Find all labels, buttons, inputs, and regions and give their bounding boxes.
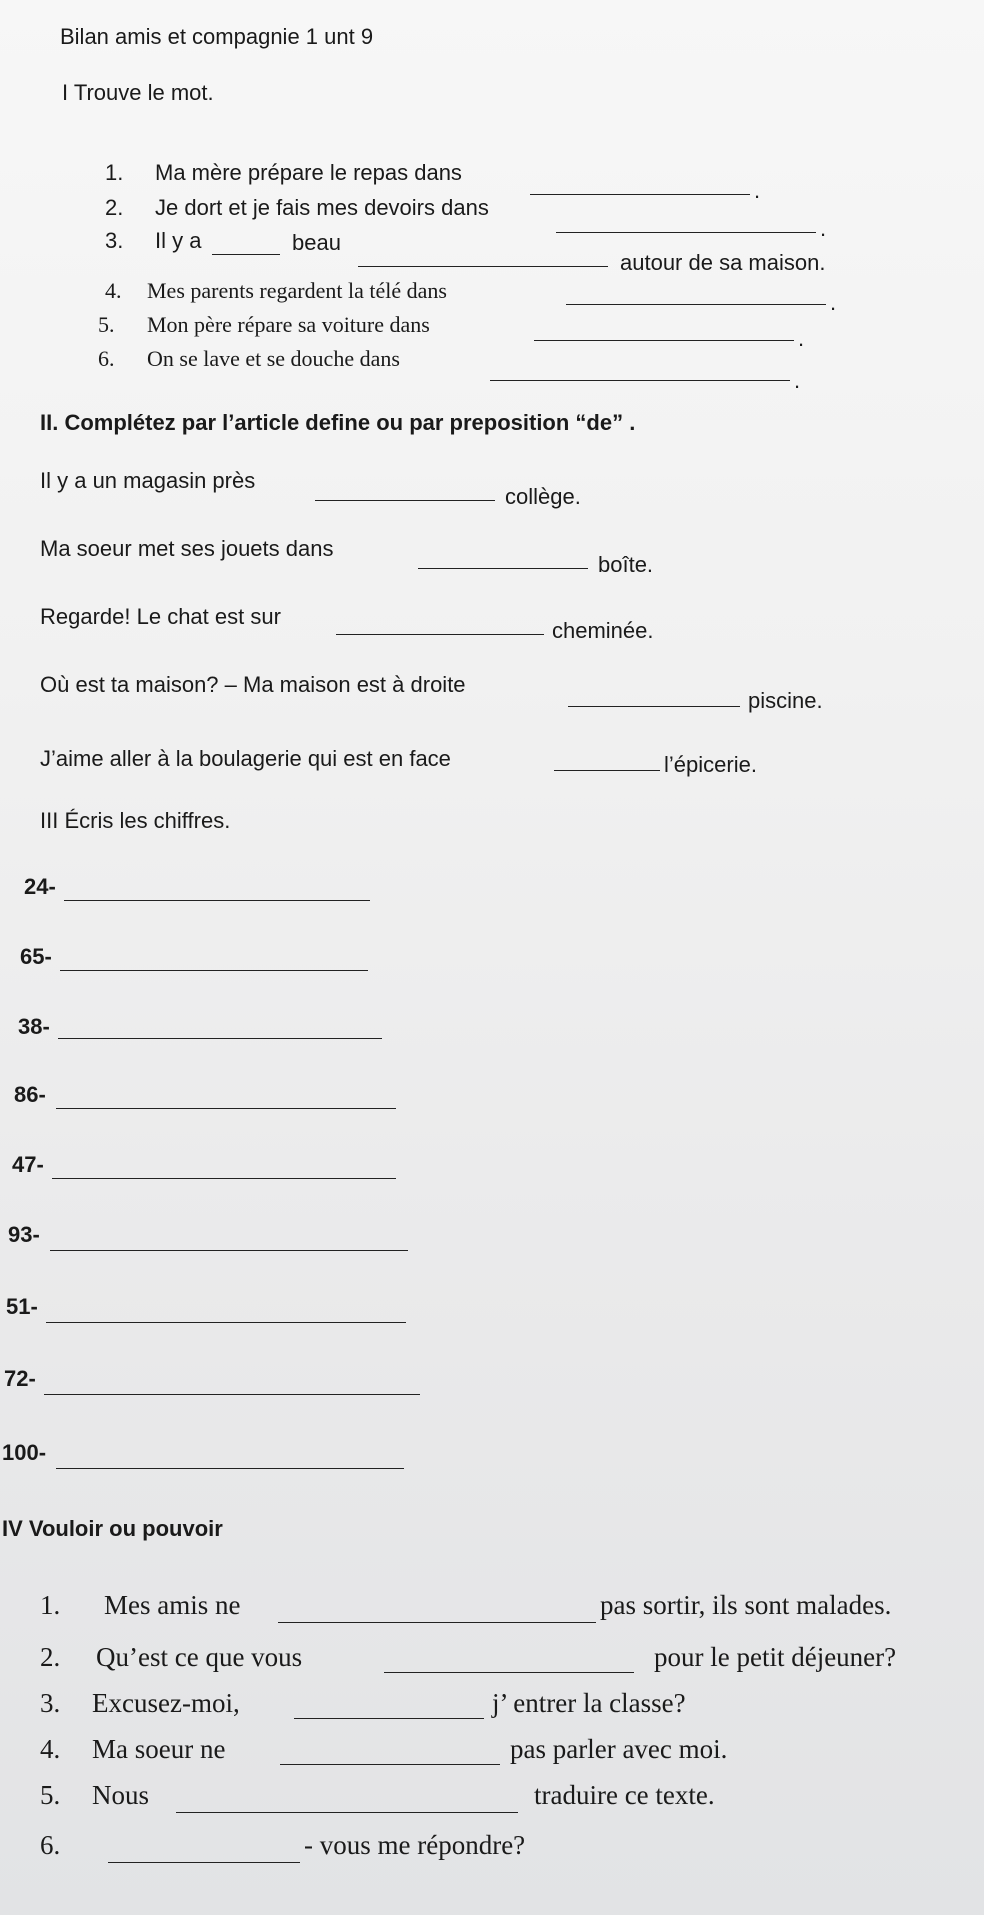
s1-item4-blank[interactable] bbox=[566, 304, 826, 305]
s4-item4-after: pas parler avec moi. bbox=[510, 1734, 728, 1764]
s1-item2-end: . bbox=[820, 216, 827, 241]
s1-item6-blank[interactable] bbox=[490, 380, 790, 381]
s4-item3-after: j’ entrer la classe? bbox=[492, 1688, 686, 1718]
s4-item1-blank[interactable] bbox=[278, 1622, 596, 1623]
s3-number-86: 86- bbox=[14, 1082, 46, 1107]
s4-item5-after: traduire ce texte. bbox=[534, 1780, 715, 1810]
s3-number-93: 93- bbox=[8, 1222, 40, 1247]
s3-blank-86[interactable] bbox=[56, 1108, 396, 1109]
s4-item2-number: 2. bbox=[40, 1642, 61, 1672]
s4-item1-after: pas sortir, ils sont malades. bbox=[600, 1590, 892, 1620]
s2-item3-before: Regarde! Le chat est sur bbox=[40, 604, 281, 629]
s3-blank-51[interactable] bbox=[46, 1322, 406, 1323]
s4-item2-before: Qu’est ce que vous bbox=[96, 1642, 303, 1672]
s1-item2-number: 2. bbox=[105, 195, 124, 220]
section-4-heading: IV Vouloir ou pouvoir bbox=[2, 1516, 223, 1541]
s3-number-38: 38- bbox=[18, 1014, 50, 1039]
s2-item2-before: Ma soeur met ses jouets dans bbox=[40, 536, 334, 561]
s2-item3-after: cheminée. bbox=[552, 618, 654, 643]
s2-item2-blank[interactable] bbox=[418, 568, 588, 569]
s3-number-100: 100- bbox=[2, 1440, 47, 1465]
s1-item2-text: Je dort et je fais mes devoirs dans bbox=[155, 195, 489, 220]
s1-item4-end: . bbox=[830, 290, 837, 315]
s3-blank-24[interactable] bbox=[64, 900, 370, 901]
s4-item3-before: Excusez-moi, bbox=[92, 1688, 240, 1718]
s1-item3-number: 3. bbox=[105, 228, 124, 253]
s3-number-47: 47- bbox=[12, 1152, 44, 1177]
s4-item6-blank[interactable] bbox=[108, 1862, 300, 1863]
s4-item6-number: 6. bbox=[40, 1830, 61, 1860]
s1-item6-number: 6. bbox=[98, 346, 115, 371]
s2-item1-before: Il y a un magasin près bbox=[40, 468, 256, 493]
s4-item3-number: 3. bbox=[40, 1688, 61, 1718]
s3-number-65: 65- bbox=[20, 944, 52, 969]
s4-item3-blank[interactable] bbox=[294, 1718, 484, 1719]
s3-number-24: 24- bbox=[24, 874, 56, 899]
s2-item3-blank[interactable] bbox=[336, 634, 544, 635]
section-3-heading: III Écris les chiffres. bbox=[40, 808, 231, 833]
s1-item1-text: Ma mère prépare le repas dans bbox=[155, 160, 462, 185]
section-2-heading: II. Complétez par l’article define ou par preposition “de” . bbox=[40, 410, 636, 435]
s1-item5-blank[interactable] bbox=[534, 340, 794, 341]
s1-item1-number: 1. bbox=[105, 160, 124, 185]
s1-item3-blank-2[interactable] bbox=[358, 266, 608, 267]
s3-number-72: 72- bbox=[4, 1366, 36, 1391]
s1-item5-text: Mon père répare sa voiture dans bbox=[147, 312, 430, 337]
s2-item5-blank[interactable] bbox=[554, 770, 660, 771]
s4-item4-before: Ma soeur ne bbox=[92, 1734, 226, 1764]
s3-blank-100[interactable] bbox=[56, 1468, 404, 1469]
s1-item5-end: . bbox=[798, 326, 805, 351]
s2-item1-after: collège. bbox=[505, 484, 581, 509]
s1-item6-end: . bbox=[794, 368, 801, 393]
s1-item6-text: On se lave et se douche dans bbox=[147, 346, 400, 371]
s2-item4-after: piscine. bbox=[748, 688, 823, 713]
s1-item3-mid: beau bbox=[292, 230, 341, 255]
s1-item5-number: 5. bbox=[98, 312, 115, 337]
s4-item5-blank[interactable] bbox=[176, 1812, 518, 1813]
s3-blank-93[interactable] bbox=[50, 1250, 408, 1251]
s2-item5-before: J’aime aller à la boulagerie qui est en face bbox=[40, 746, 451, 771]
s2-item2-after: boîte. bbox=[598, 552, 654, 577]
s1-item4-number: 4. bbox=[105, 278, 122, 303]
s4-item5-number: 5. bbox=[40, 1780, 61, 1810]
s3-blank-47[interactable] bbox=[52, 1178, 396, 1179]
s2-item1-blank[interactable] bbox=[315, 500, 495, 501]
s4-item4-number: 4. bbox=[40, 1734, 61, 1764]
s4-item1-number: 1. bbox=[40, 1590, 61, 1620]
s2-item4-blank[interactable] bbox=[568, 706, 740, 707]
s1-item4-text: Mes parents regardent la télé dans bbox=[147, 278, 447, 303]
s1-item1-end: . bbox=[754, 178, 761, 203]
section-1-heading: I Trouve le mot. bbox=[62, 80, 214, 105]
s1-item1-blank[interactable] bbox=[530, 194, 750, 195]
s4-item4-blank[interactable] bbox=[280, 1764, 500, 1765]
s4-item1-before: Mes amis ne bbox=[104, 1590, 241, 1620]
s4-item5-before: Nous bbox=[92, 1780, 150, 1810]
s3-blank-72[interactable] bbox=[44, 1394, 420, 1395]
s1-item3-text: Il y a bbox=[155, 228, 202, 253]
s1-item3-after: autour de sa maison. bbox=[620, 250, 826, 275]
s1-item3-blank-1[interactable] bbox=[212, 254, 280, 255]
s1-item2-blank[interactable] bbox=[556, 232, 816, 233]
s4-item2-blank[interactable] bbox=[384, 1672, 634, 1673]
s4-item6-after: - vous me répondre? bbox=[304, 1830, 526, 1860]
s2-item5-after: l’épicerie. bbox=[664, 752, 757, 777]
s2-item4-before: Où est ta maison? – Ma maison est à droite bbox=[40, 672, 466, 697]
worksheet-title: Bilan amis et compagnie 1 unt 9 bbox=[60, 24, 374, 49]
s4-item2-after: pour le petit déjeuner? bbox=[654, 1642, 897, 1672]
s3-blank-65[interactable] bbox=[60, 970, 368, 971]
s3-blank-38[interactable] bbox=[58, 1038, 382, 1039]
s3-number-51: 51- bbox=[6, 1294, 38, 1319]
